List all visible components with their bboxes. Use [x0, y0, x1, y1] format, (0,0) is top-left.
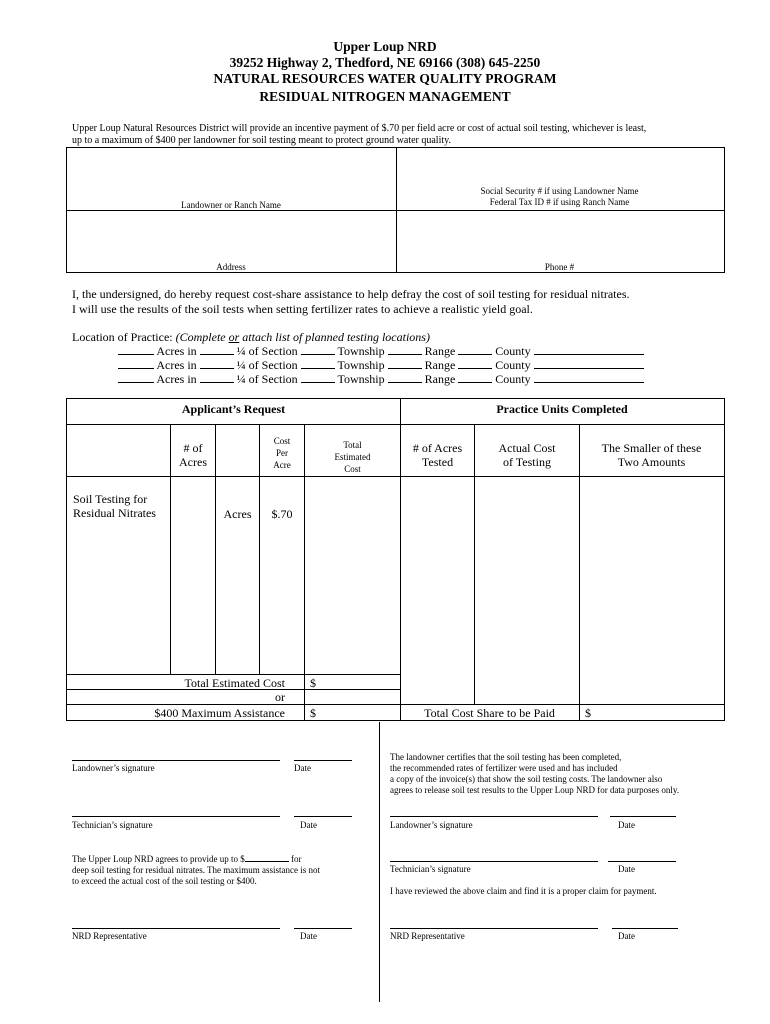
certify-line-4: agrees to release soil test results to the Upper Loup NRD for data purposes only.: [390, 785, 680, 795]
table-line: [66, 704, 724, 705]
technician-date-label: Date: [300, 820, 317, 830]
nrd-rep-date-label-right: Date: [618, 931, 635, 941]
address-label: Address: [216, 262, 246, 272]
acres-in-label: Acres in: [156, 372, 197, 386]
county-blank[interactable]: [534, 372, 644, 383]
per-text: Per: [276, 448, 288, 458]
statement-line-1: I, the undersigned, do hereby request cost-share assistance to help defray the cost of soil testing for residual nitrates.: [72, 287, 630, 301]
range-blank[interactable]: [458, 358, 492, 369]
landowner-date-line[interactable]: [294, 760, 352, 761]
total-text: Total: [343, 440, 362, 450]
acres-in-label: Acres in: [156, 344, 197, 358]
range-blank[interactable]: [458, 372, 492, 383]
location-note-or: or: [228, 330, 240, 344]
acres-blank[interactable]: [118, 372, 154, 383]
max-assistance-label: $400 Maximum Assistance: [154, 706, 285, 720]
total-cost-input-cell[interactable]: [305, 477, 400, 674]
actual-cost-header: [475, 441, 579, 469]
estimated-text: Estimated: [334, 452, 371, 462]
row-rate: $.70: [271, 507, 293, 521]
quarter-blank[interactable]: [200, 372, 234, 383]
county-label: County: [495, 358, 531, 372]
range-label: Range: [424, 344, 456, 358]
num-acres-header: [171, 441, 215, 469]
row-label-l2: Residual Nitrates: [73, 506, 156, 520]
landowner-date-line-right[interactable]: [610, 816, 676, 817]
ssn-field[interactable]: [397, 148, 722, 183]
technician-sig-label: Technician’s signature: [72, 820, 153, 830]
landowner-sig-line-right[interactable]: [390, 816, 598, 817]
actual-cost-l2: of Testing: [503, 455, 551, 469]
ssn-label-1: Social Security # if using Landowner Name: [480, 186, 639, 196]
acres-tested-l1: # of Acres: [412, 441, 463, 455]
program-title: NATURAL RESOURCES WATER QUALITY PROGRAM: [213, 71, 557, 86]
landowner-sig-line[interactable]: [72, 760, 280, 761]
township-label: Township: [337, 344, 385, 358]
range-label: Range: [424, 372, 456, 386]
location-row-3: [118, 372, 644, 387]
phone-label: Phone #: [544, 262, 575, 272]
nrd-rep-sig-line[interactable]: [72, 928, 280, 929]
nrd-rep-label-right: NRD Representative: [390, 931, 465, 941]
acre-text: Acre: [273, 460, 291, 470]
acres-tested-header: [401, 441, 474, 469]
township-blank[interactable]: [388, 372, 422, 383]
smaller-amount-input-cell[interactable]: [580, 477, 723, 704]
intro-line-1: Upper Loup Natural Resources District will provide an incentive payment of $.70 per field acre or cost of actual soil testing, whichever is least,: [72, 123, 647, 134]
acres-tested-l2: Tested: [421, 455, 454, 469]
landowner-sig-label: Landowner’s signature: [72, 763, 155, 773]
technician-date-line[interactable]: [294, 816, 352, 817]
landowner-date-label-right: Date: [618, 820, 635, 830]
location-row-2: [118, 358, 644, 373]
range-blank[interactable]: [458, 344, 492, 355]
county-label: County: [495, 372, 531, 386]
acres-input-cell[interactable]: [171, 477, 215, 674]
location-heading: [72, 330, 430, 345]
township-label: Township: [337, 372, 385, 386]
technician-date-line-right[interactable]: [608, 861, 676, 862]
acres-blank[interactable]: [118, 344, 154, 355]
landowner-date-label: Date: [294, 763, 311, 773]
actual-cost-l1: Actual Cost: [498, 441, 556, 455]
section-blank[interactable]: [301, 358, 335, 369]
county-blank[interactable]: [534, 344, 644, 355]
nrd-rep-date-label: Date: [300, 931, 317, 941]
technician-sig-line-right[interactable]: [390, 861, 598, 862]
total-est-cost-label: Total Estimated Cost: [184, 676, 285, 690]
nrd-rep-sig-line-right[interactable]: [390, 928, 598, 929]
section-blank[interactable]: [301, 372, 335, 383]
acres-blank[interactable]: [118, 358, 154, 369]
nrd-rep-date-line-right[interactable]: [612, 928, 678, 929]
certify-line-2: the recommended rates of fertilizer were used and has included: [390, 763, 618, 773]
nrd-agree-line-1: [72, 853, 301, 864]
subtitle: RESIDUAL NITROGEN MANAGEMENT: [259, 89, 511, 104]
phone-field[interactable]: [397, 211, 722, 259]
intro-line-2: up to a maximum of $400 per landowner for soil testing meant to protect ground water quality.: [72, 135, 451, 146]
org-address: 39252 Highway 2, Thedford, NE 69166 (308) 645-2250: [229, 55, 541, 70]
total-est-cost-header: [305, 439, 400, 475]
township-blank[interactable]: [388, 344, 422, 355]
technician-sig-label-right: Technician’s signature: [390, 864, 471, 874]
location-note-post: attach list of planned testing locations): [239, 330, 430, 344]
quarter-label: ¼ of Section: [236, 358, 298, 372]
cost-text: Cost: [344, 464, 361, 474]
certify-line-1: The landowner certifies that the soil testing has been completed,: [390, 752, 622, 762]
table-line: [66, 424, 724, 425]
row-label: [73, 492, 173, 520]
ssn-label-2: Federal Tax ID # if using Ranch Name: [489, 197, 630, 207]
technician-sig-line[interactable]: [72, 816, 280, 817]
statement-line-2: I will use the results of the soil tests when setting fertilizer rates to achieve a realistic yield goal.: [72, 302, 533, 316]
table-line: [66, 674, 401, 675]
total-paid-label: Total Cost Share to be Paid: [424, 706, 555, 720]
smaller-amount-header: [580, 441, 723, 469]
certify-line-3: a copy of the invoice(s) that show the soil testing costs. The landowner also: [390, 774, 663, 784]
quarter-label: ¼ of Section: [236, 344, 298, 358]
address-field[interactable]: [67, 211, 395, 259]
quarter-blank[interactable]: [200, 344, 234, 355]
total-paid-dollar: $: [585, 706, 591, 720]
table-line: [215, 424, 216, 674]
row-unit: Acres: [223, 507, 252, 521]
nrd-rep-date-line[interactable]: [294, 928, 352, 929]
or-label: or: [275, 690, 285, 704]
location-note-pre: (Complete: [175, 330, 229, 344]
nrd-agree-text: The Upper Loup NRD agrees to provide up to $: [72, 854, 245, 864]
county-blank[interactable]: [534, 358, 644, 369]
technician-date-label-right: Date: [618, 864, 635, 874]
nrd-agree-line-3: to exceed the actual cost of the soil testing or $400.: [72, 876, 257, 886]
range-label: Range: [424, 358, 456, 372]
total-est-dollar: $: [310, 676, 316, 690]
max-assist-dollar: $: [310, 706, 316, 720]
acres-text: Acres: [179, 455, 207, 469]
org-title: Upper Loup NRD: [333, 39, 437, 54]
acres-in-label: Acres in: [156, 358, 197, 372]
reviewed-statement: I have reviewed the above claim and find it is a proper claim for payment.: [390, 886, 657, 896]
nrd-amount-blank[interactable]: [245, 853, 289, 862]
landowner-name-label: Landowner or Ranch Name: [181, 200, 281, 210]
quarter-label: ¼ of Section: [236, 372, 298, 386]
township-label: Township: [337, 358, 385, 372]
smaller-l1: The Smaller of these: [601, 441, 702, 455]
quarter-blank[interactable]: [200, 358, 234, 369]
landowner-name-field[interactable]: [67, 148, 395, 203]
cost-text: Cost: [273, 436, 291, 446]
section-blank[interactable]: [301, 344, 335, 355]
cost-per-acre-header: [260, 435, 304, 471]
num-of-text: # of: [183, 441, 203, 455]
nrd-rep-label: NRD Representative: [72, 931, 147, 941]
row-label-l1: Soil Testing for: [73, 492, 148, 506]
applicant-request-header: Applicant’s Request: [181, 402, 286, 416]
county-label: County: [495, 344, 531, 358]
smaller-l2: Two Amounts: [617, 455, 686, 469]
signature-column-divider: [379, 722, 380, 1002]
location-row-1: [118, 344, 644, 359]
actual-cost-input-cell[interactable]: [475, 477, 579, 704]
location-label: Location of Practice:: [72, 330, 173, 344]
practice-units-header: Practice Units Completed: [496, 402, 628, 416]
nrd-agree-for: for: [288, 854, 302, 864]
township-blank[interactable]: [388, 358, 422, 369]
nrd-agree-line-2: deep soil testing for residual nitrates. The maximum assistance is not: [72, 865, 321, 875]
acres-tested-input-cell[interactable]: [401, 477, 474, 704]
landowner-sig-label-right: Landowner’s signature: [390, 820, 473, 830]
